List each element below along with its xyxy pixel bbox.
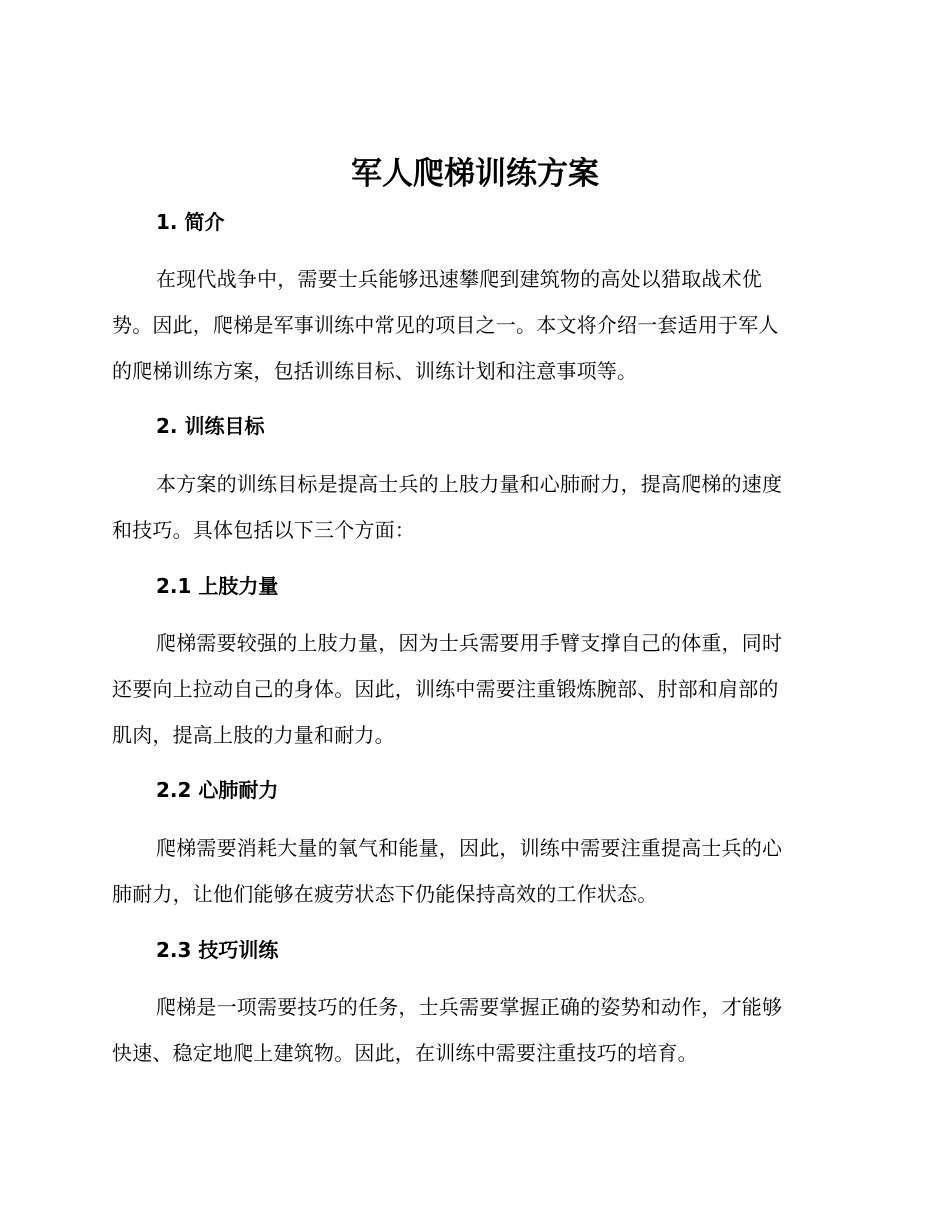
section-heading-technique: 2.3 技巧训练 (156, 938, 279, 962)
paragraph-line: 势。因此，爬梯是军事训练中常见的项目之一。本文将介绍一套适用于军人 (112, 313, 779, 337)
paragraph-line: 爬梯是一项需要技巧的任务，士兵需要掌握正确的姿势和动作，才能够 (156, 995, 783, 1019)
paragraph-line: 快速、稳定地爬上建筑物。因此，在训练中需要注重技巧的培育。 (112, 1041, 698, 1065)
section-paragraph-technique (112, 984, 842, 1076)
section-paragraph-upper-limb (112, 620, 842, 758)
paragraph-line: 肌肉，提高上肢的力量和耐力。 (112, 723, 395, 747)
paragraph-line: 肺耐力，让他们能够在疲劳状态下仍能保持高效的工作状态。 (112, 882, 658, 906)
paragraph-line: 的爬梯训练方案，包括训练目标、训练计划和注意事项等。 (112, 359, 638, 383)
paragraph-line: 爬梯需要消耗大量的氧气和能量，因此，训练中需要注重提高士兵的心 (156, 836, 783, 860)
paragraph-line: 爬梯需要较强的上肢力量，因为士兵需要用手臂支撑自己的体重，同时 (156, 631, 783, 655)
section-heading-goals: 2. 训练目标 (156, 414, 265, 438)
section-paragraph-goals (112, 461, 842, 553)
section-paragraph-cardio (112, 825, 842, 917)
paragraph-line: 在现代战争中，需要士兵能够迅速攀爬到建筑物的高处以猎取战术优 (156, 267, 762, 291)
paragraph-line: 本方案的训练目标是提高士兵的上肢力量和心肺耐力，提高爬梯的速度 (156, 472, 783, 496)
section-heading-intro: 1. 简介 (156, 210, 225, 234)
section-heading-cardio: 2.2 心肺耐力 (156, 778, 279, 802)
section-heading-upper-limb: 2.1 上肢力量 (156, 574, 279, 598)
section-paragraph-intro (112, 256, 842, 394)
paragraph-line: 还要向上拉动自己的身体。因此，训练中需要注重锻炼腕部、肘部和肩部的 (112, 677, 779, 701)
paragraph-line: 和技巧。具体包括以下三个方面： (112, 518, 415, 542)
document-title: 军人爬梯训练方案 (351, 156, 599, 192)
